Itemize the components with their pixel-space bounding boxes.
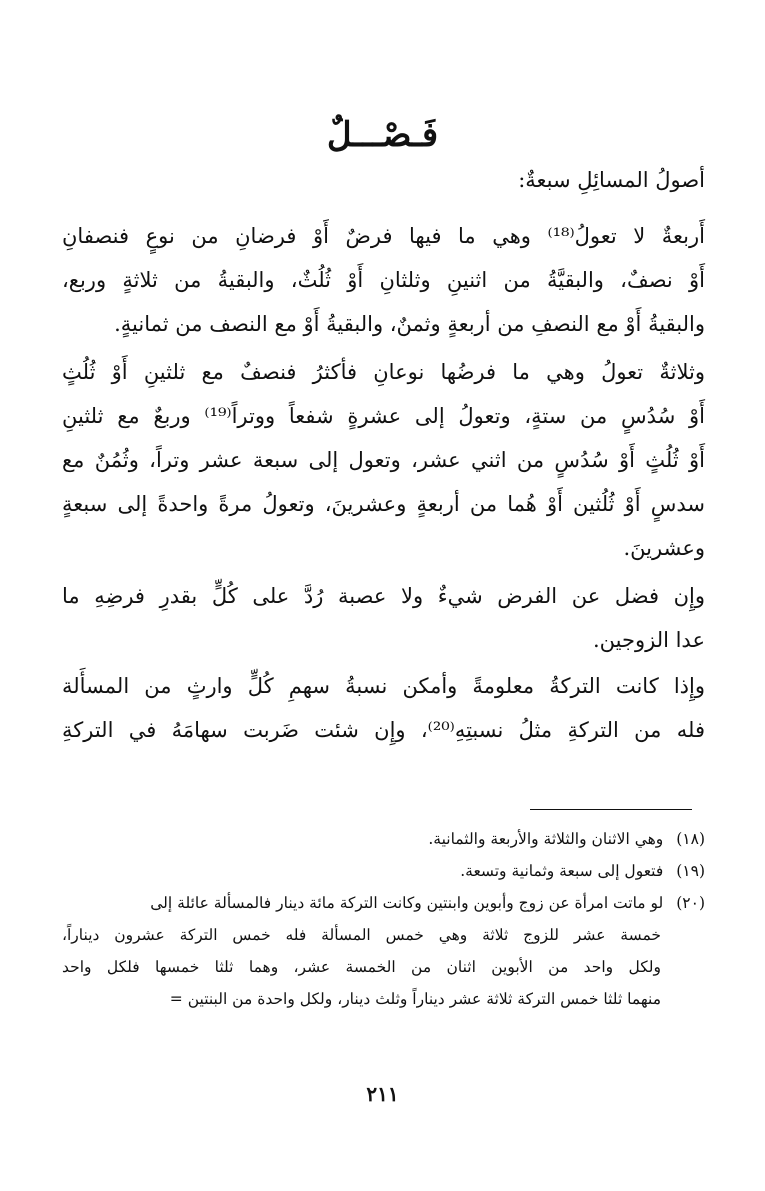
section-title: فَـصْـــلٌ bbox=[326, 115, 439, 155]
footnote-text: فتعول إلى سبعة وثمانية وتسعة. bbox=[460, 862, 664, 880]
paragraph-2 bbox=[62, 350, 705, 570]
text-line: فله من التركةِ مثلُ نسبتِهِ⁽²⁰⁾، وإِن شئت ضَربت سهامَهُ في التركةِ bbox=[62, 718, 705, 742]
text-line: أَوْ سُدُسٍ من ستةٍ، وتعولُ إلى عشرةٍ شفعاً ووتراً⁽¹⁹⁾ وربعٌ مع ثلثينِ bbox=[62, 404, 705, 428]
footnote-text: وهي الاثنان والثلاثة والأربعة والثمانية. bbox=[428, 830, 664, 848]
paragraph-1 bbox=[62, 214, 705, 346]
footnote-20 bbox=[62, 887, 705, 919]
footnote-divider bbox=[530, 809, 692, 810]
text-line: وإِن فضل عن الفرض شيءٌ ولا عصبة رُدَّ على كُلٍّ بقدرِ فرضِهِ ما bbox=[62, 584, 705, 608]
footnote-19 bbox=[62, 855, 705, 887]
paragraph-4 bbox=[62, 664, 705, 752]
footnote-text: ولكل واحد من الأبوين اثنان من الخمسة عشر، وهما ثلثا خمسها فلكل واحد bbox=[62, 958, 661, 976]
page-number: ٢١١ bbox=[366, 1082, 399, 1106]
text-line: والبقيةُ أَوْ مع النصفِ من أربعةٍ وثمنٌ، والبقيةُ أَوْ مع النصف من ثمانيةٍ. bbox=[114, 312, 705, 336]
text-line: وثلاثةٌ تعولُ وهي ما فرضُها نوعانِ فأكثرُ فنصفٌ مع ثلثينِ أَوْ ثُلُثٍ bbox=[62, 360, 705, 384]
text-line: عدا الزوجين. bbox=[592, 628, 705, 652]
paragraph-3 bbox=[62, 574, 705, 662]
text-line: أَوْ ثُلُثٍ أَوْ سُدُسٍ من اثني عشر، وتعول إلى سبعة عشر وتراً، وثُمُنٌ مع bbox=[62, 448, 705, 472]
text-line: وعشرينَ. bbox=[623, 536, 705, 560]
text-line: سدسٍ أَوْ ثُلُثين أَوْ هُما من أربعةٍ وعشرينَ، وتعولُ مرةً واحدةً إلى سبعةٍ bbox=[62, 492, 705, 516]
footnotes bbox=[62, 823, 705, 1015]
footnote-text: خمسة عشر للزوج ثلاثة وهي خمس المسألة فله خمس التركة عشرون ديناراً، bbox=[62, 926, 661, 944]
footnote-text: لو ماتت امرأة عن زوج وأبوين وابنتين وكانت التركة مائة دينار فالمسألة عائلة إلى bbox=[150, 894, 664, 912]
footnote-number: (٢٠) bbox=[676, 894, 705, 912]
footnote-number: (١٨) bbox=[676, 830, 705, 848]
text-line: أَربعةٌ لا تعولُ⁽¹⁸⁾ وهي ما فيها فرضٌ أَوْ فرضانِ من نوعٍ فنصفانِ bbox=[62, 224, 705, 248]
footnote-18 bbox=[62, 823, 705, 855]
footnote-text: منهما ثلثا خمس التركة ثلاثة عشر ديناراً وثلث دينار، ولكل واحدة من البنتين = bbox=[169, 990, 661, 1008]
heading-line: أصولُ المسائِلِ سبعةٌ: bbox=[518, 168, 705, 192]
footnote-number: (١٩) bbox=[676, 862, 705, 880]
text-line: أَوْ نصفٌ، والبقيَّةُ من اثنينِ وثلثانِ أَوْ ثُلُثٌ، والبقيةُ من ثلاثةٍ وربع، bbox=[62, 268, 705, 292]
main-text bbox=[62, 158, 705, 202]
text-line: وإِذا كانت التركةُ معلومةً وأمكن نسبةُ سهمِ كُلٍّ وارثٍ من المسأَلة bbox=[62, 674, 705, 698]
